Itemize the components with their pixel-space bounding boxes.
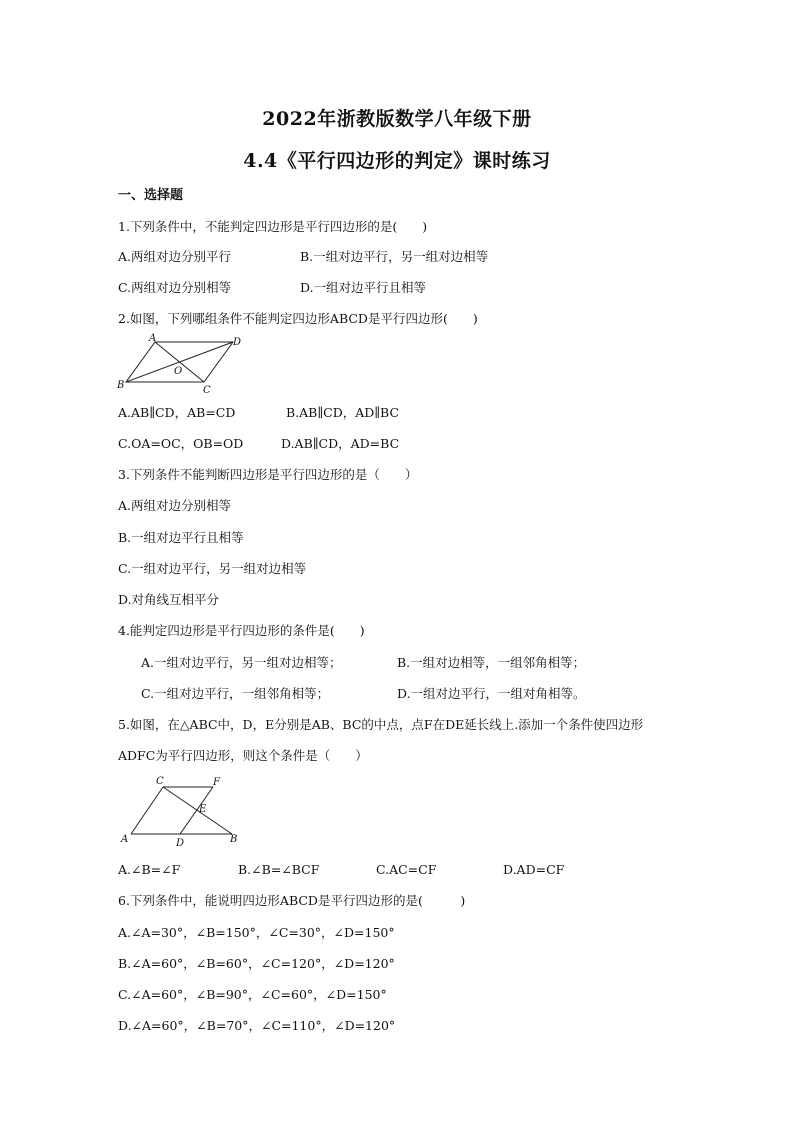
q6-option-a: A.∠A=30°，∠B=150°，∠C=30°，∠D=150°: [118, 925, 395, 940]
q3-stem: 3.下列条件不能判断四边形是平行四边形的是（ ）: [118, 467, 418, 482]
q2-stem: 2.如图，下列哪组条件不能判定四边形ABCD是平行四边形( ): [118, 311, 478, 326]
q1-option-b: B.一组对边平行，另一组对边相等: [300, 249, 489, 264]
q2-label-d: D: [233, 337, 242, 348]
q5-option-b: B.∠B=∠BCF: [238, 862, 320, 877]
q2-option-d: D.AB∥CD，AD=BC: [281, 436, 400, 451]
q5-label-c: C: [156, 776, 164, 787]
q3-option-d: D.对角线互相平分: [118, 592, 220, 607]
q3-option-a: A.两组对边分别相等: [118, 498, 232, 513]
q4-option-c: C.一组对边平行，一组邻角相等；: [141, 686, 330, 701]
q5-stem-line1: 5.如图，在△ABC中，D，E分别是AB、BC的中点，点F在DE延长线上.添加一个条件使四边形: [118, 717, 644, 732]
q2-option-c: C.OA=OC，OB=OD: [118, 436, 244, 451]
q2-label-b: B: [117, 380, 125, 391]
q6-option-c: C.∠A=60°，∠B=90°，∠C=60°，∠D=150°: [118, 987, 387, 1002]
document-subtitle: 4.4《平行四边形的判定》课时练习: [243, 150, 551, 172]
q1-stem: 1.下列条件中，不能判定四边形是平行四边形的是( ): [118, 219, 428, 234]
q4-option-b: B.一组对边相等，一组邻角相等；: [397, 655, 586, 670]
q5-label-b: B: [230, 834, 238, 845]
q4-option-a: A.一组对边平行，另一组对边相等；: [141, 655, 342, 670]
q2-label-c: C: [203, 385, 211, 394]
q3-option-b: B.一组对边平行且相等: [118, 530, 244, 545]
document-title: 2022年浙教版数学八年级下册: [262, 108, 532, 130]
q2-option-a: A.AB∥CD，AB=CD: [118, 405, 236, 420]
q5-segment-cb: [163, 787, 232, 834]
q1-option-a: A.两组对边分别平行: [118, 249, 232, 264]
q6-stem: 6.下列条件中，能说明四边形ABCD是平行四边形的是( ): [118, 893, 466, 908]
q5-option-a: A.∠B=∠F: [118, 862, 181, 877]
q1-option-d: D.一组对边平行且相等: [300, 280, 427, 295]
q1-option-c: C.两组对边分别相等: [118, 280, 232, 295]
q2-option-b: B.AB∥CD，AD∥BC: [286, 405, 400, 420]
q3-option-c: C.一组对边平行，另一组对边相等: [118, 561, 307, 576]
q5-option-d: D.AD=CF: [503, 862, 565, 877]
q4-stem: 4.能判定四边形是平行四边形的条件是( ): [118, 623, 365, 638]
q5-label-a: A: [121, 834, 129, 845]
q5-segment-df: [180, 787, 213, 834]
q2-label-o: O: [174, 366, 183, 377]
q2-label-a: A: [149, 333, 157, 344]
q4-option-d: D.一组对边平行，一组对角相等。: [397, 686, 586, 701]
q5-label-d: D: [176, 838, 185, 848]
q5-stem-line2: ADFC为平行四边形，则这个条件是（ ）: [118, 748, 368, 763]
q5-option-c: C.AC=CF: [376, 862, 437, 877]
q5-label-f: F: [213, 777, 220, 788]
q5-label-e: E: [199, 804, 207, 815]
q2-parallelogram-figure: [115, 332, 250, 394]
q6-option-d: D.∠A=60°，∠B=70°，∠C=110°，∠D=120°: [118, 1018, 396, 1033]
q5-triangle-figure: [115, 774, 245, 848]
q6-option-b: B.∠A=60°，∠B=60°，∠C=120°，∠D=120°: [118, 956, 395, 971]
section-heading: 一、选择题: [118, 188, 184, 203]
q5-segment-ac: [131, 787, 163, 834]
